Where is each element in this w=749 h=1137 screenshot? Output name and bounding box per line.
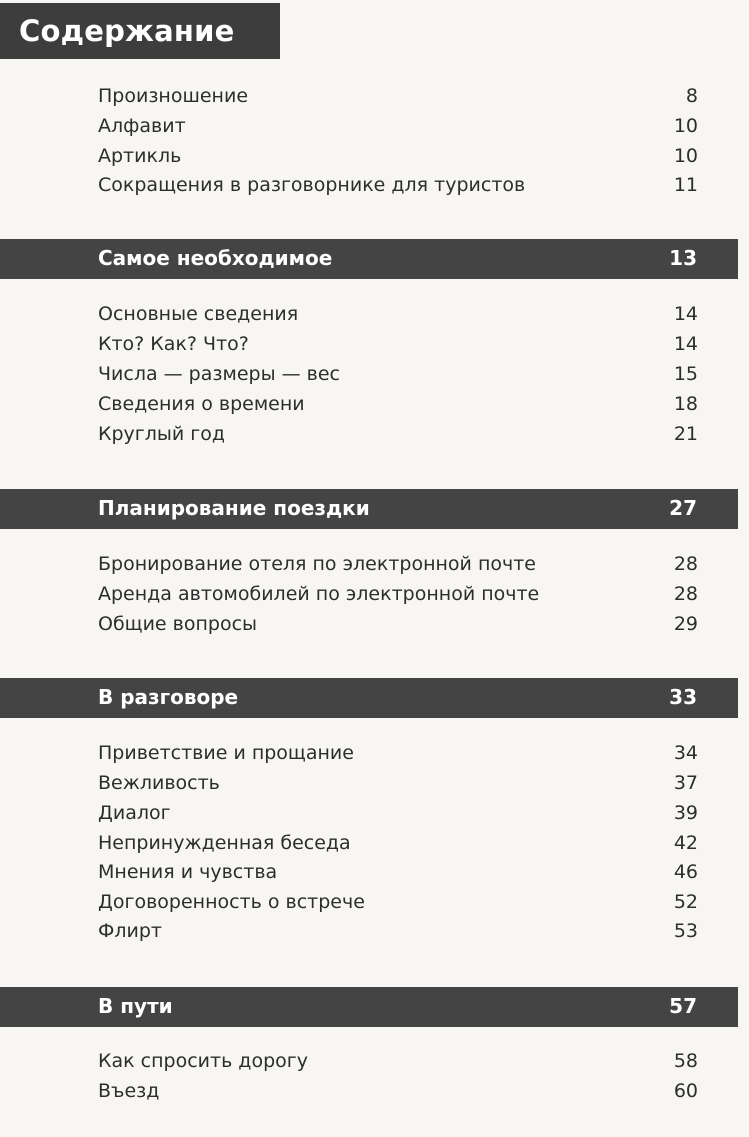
toc-entry-title: Флирт [98,920,162,942]
toc-entry-page: 52 [673,891,698,913]
toc-entry-page: 46 [673,861,698,883]
toc-entry-title: Сведения о времени [98,393,305,415]
toc-entry-page: 28 [673,553,698,575]
toc-entry-title: Приветствие и прощание [98,742,354,764]
section-header[interactable] [0,489,738,529]
toc-entry[interactable] [98,81,698,111]
toc-entry-page: 29 [673,613,698,635]
toc-entry[interactable] [98,389,698,419]
toc-entry[interactable] [98,1046,698,1076]
toc-entry-title: Числа — размеры — вес [98,363,340,385]
toc-entry-page: 37 [673,772,698,794]
toc-entry[interactable] [98,419,698,449]
toc-entry-page: 28 [673,583,698,605]
toc-entry[interactable] [98,738,698,768]
title-banner [0,3,280,59]
toc-entry[interactable] [98,141,698,171]
section-page: 33 [669,685,697,709]
toc-entry[interactable] [98,609,698,639]
toc-entry-page: 34 [673,742,698,764]
toc-entry[interactable] [98,111,698,141]
toc-entry-page: 21 [673,423,698,445]
toc-entry[interactable] [98,798,698,828]
section-page: 57 [669,994,697,1018]
toc-entry-page: 8 [685,85,698,107]
toc-entry-title: Произношение [98,85,249,107]
toc-entry-title: Бронирование отеля по электронной почте [98,553,536,575]
toc-entry-page: 14 [673,303,698,325]
toc-entry-title: Непринужденная беседа [98,832,351,854]
toc-entry-page: 18 [673,393,698,415]
toc-entry-title: Вежливость [98,772,220,794]
toc-entry-title: Сокращения в разговорнике для туристов [98,174,526,196]
toc-entry-title: Артикль [98,145,182,167]
section-header[interactable] [0,678,738,718]
toc-entry-title: Диалог [98,802,171,824]
toc-entry[interactable] [98,299,698,329]
toc-entry[interactable] [98,887,698,917]
section-page: 13 [669,246,697,270]
section-title: Планирование поездки [98,496,370,520]
toc-entry-page: 14 [673,333,698,355]
toc-entry[interactable] [98,857,698,887]
toc-entry[interactable] [98,768,698,798]
toc-entry[interactable] [98,579,698,609]
toc-entry-page: 53 [673,920,698,942]
toc-entry[interactable] [98,170,698,200]
toc-entry-title: Основные сведения [98,303,299,325]
toc-entry-title: Въезд [98,1080,160,1102]
toc-entry-page: 39 [673,802,698,824]
toc-entry-page: 58 [673,1050,698,1072]
toc-entry-title: Аренда автомобилей по электронной почте [98,583,540,605]
section-header[interactable] [0,987,738,1027]
toc-entry-page: 42 [673,832,698,854]
toc-entry[interactable] [98,329,698,359]
toc-entry[interactable] [98,828,698,858]
section-header[interactable] [0,239,738,279]
toc-entry-title: Как спросить дорогу [98,1050,308,1072]
toc-entry-page: 10 [673,145,698,167]
section-title: В пути [98,994,173,1018]
toc-entry[interactable] [98,916,698,946]
toc-entry-title: Алфавит [98,115,186,137]
toc-entry[interactable] [98,549,698,579]
toc-entry-title: Договоренность о встрече [98,891,365,913]
page-title: Содержание [19,14,235,48]
toc-entry-page: 10 [673,115,698,137]
toc-entry-page: 15 [673,363,698,385]
section-title: В разговоре [98,685,239,709]
section-page: 27 [669,496,697,520]
toc-entry-title: Общие вопросы [98,613,258,635]
toc-entry-page: 60 [673,1080,698,1102]
section-title: Самое необходимое [98,246,333,270]
toc-entry-title: Круглый год [98,423,226,445]
toc-entry-title: Кто? Как? Что? [98,333,249,355]
toc-entry[interactable] [98,1076,698,1106]
toc-entry-title: Мнения и чувства [98,861,278,883]
toc-entry-page: 11 [673,174,698,196]
toc-entry[interactable] [98,359,698,389]
